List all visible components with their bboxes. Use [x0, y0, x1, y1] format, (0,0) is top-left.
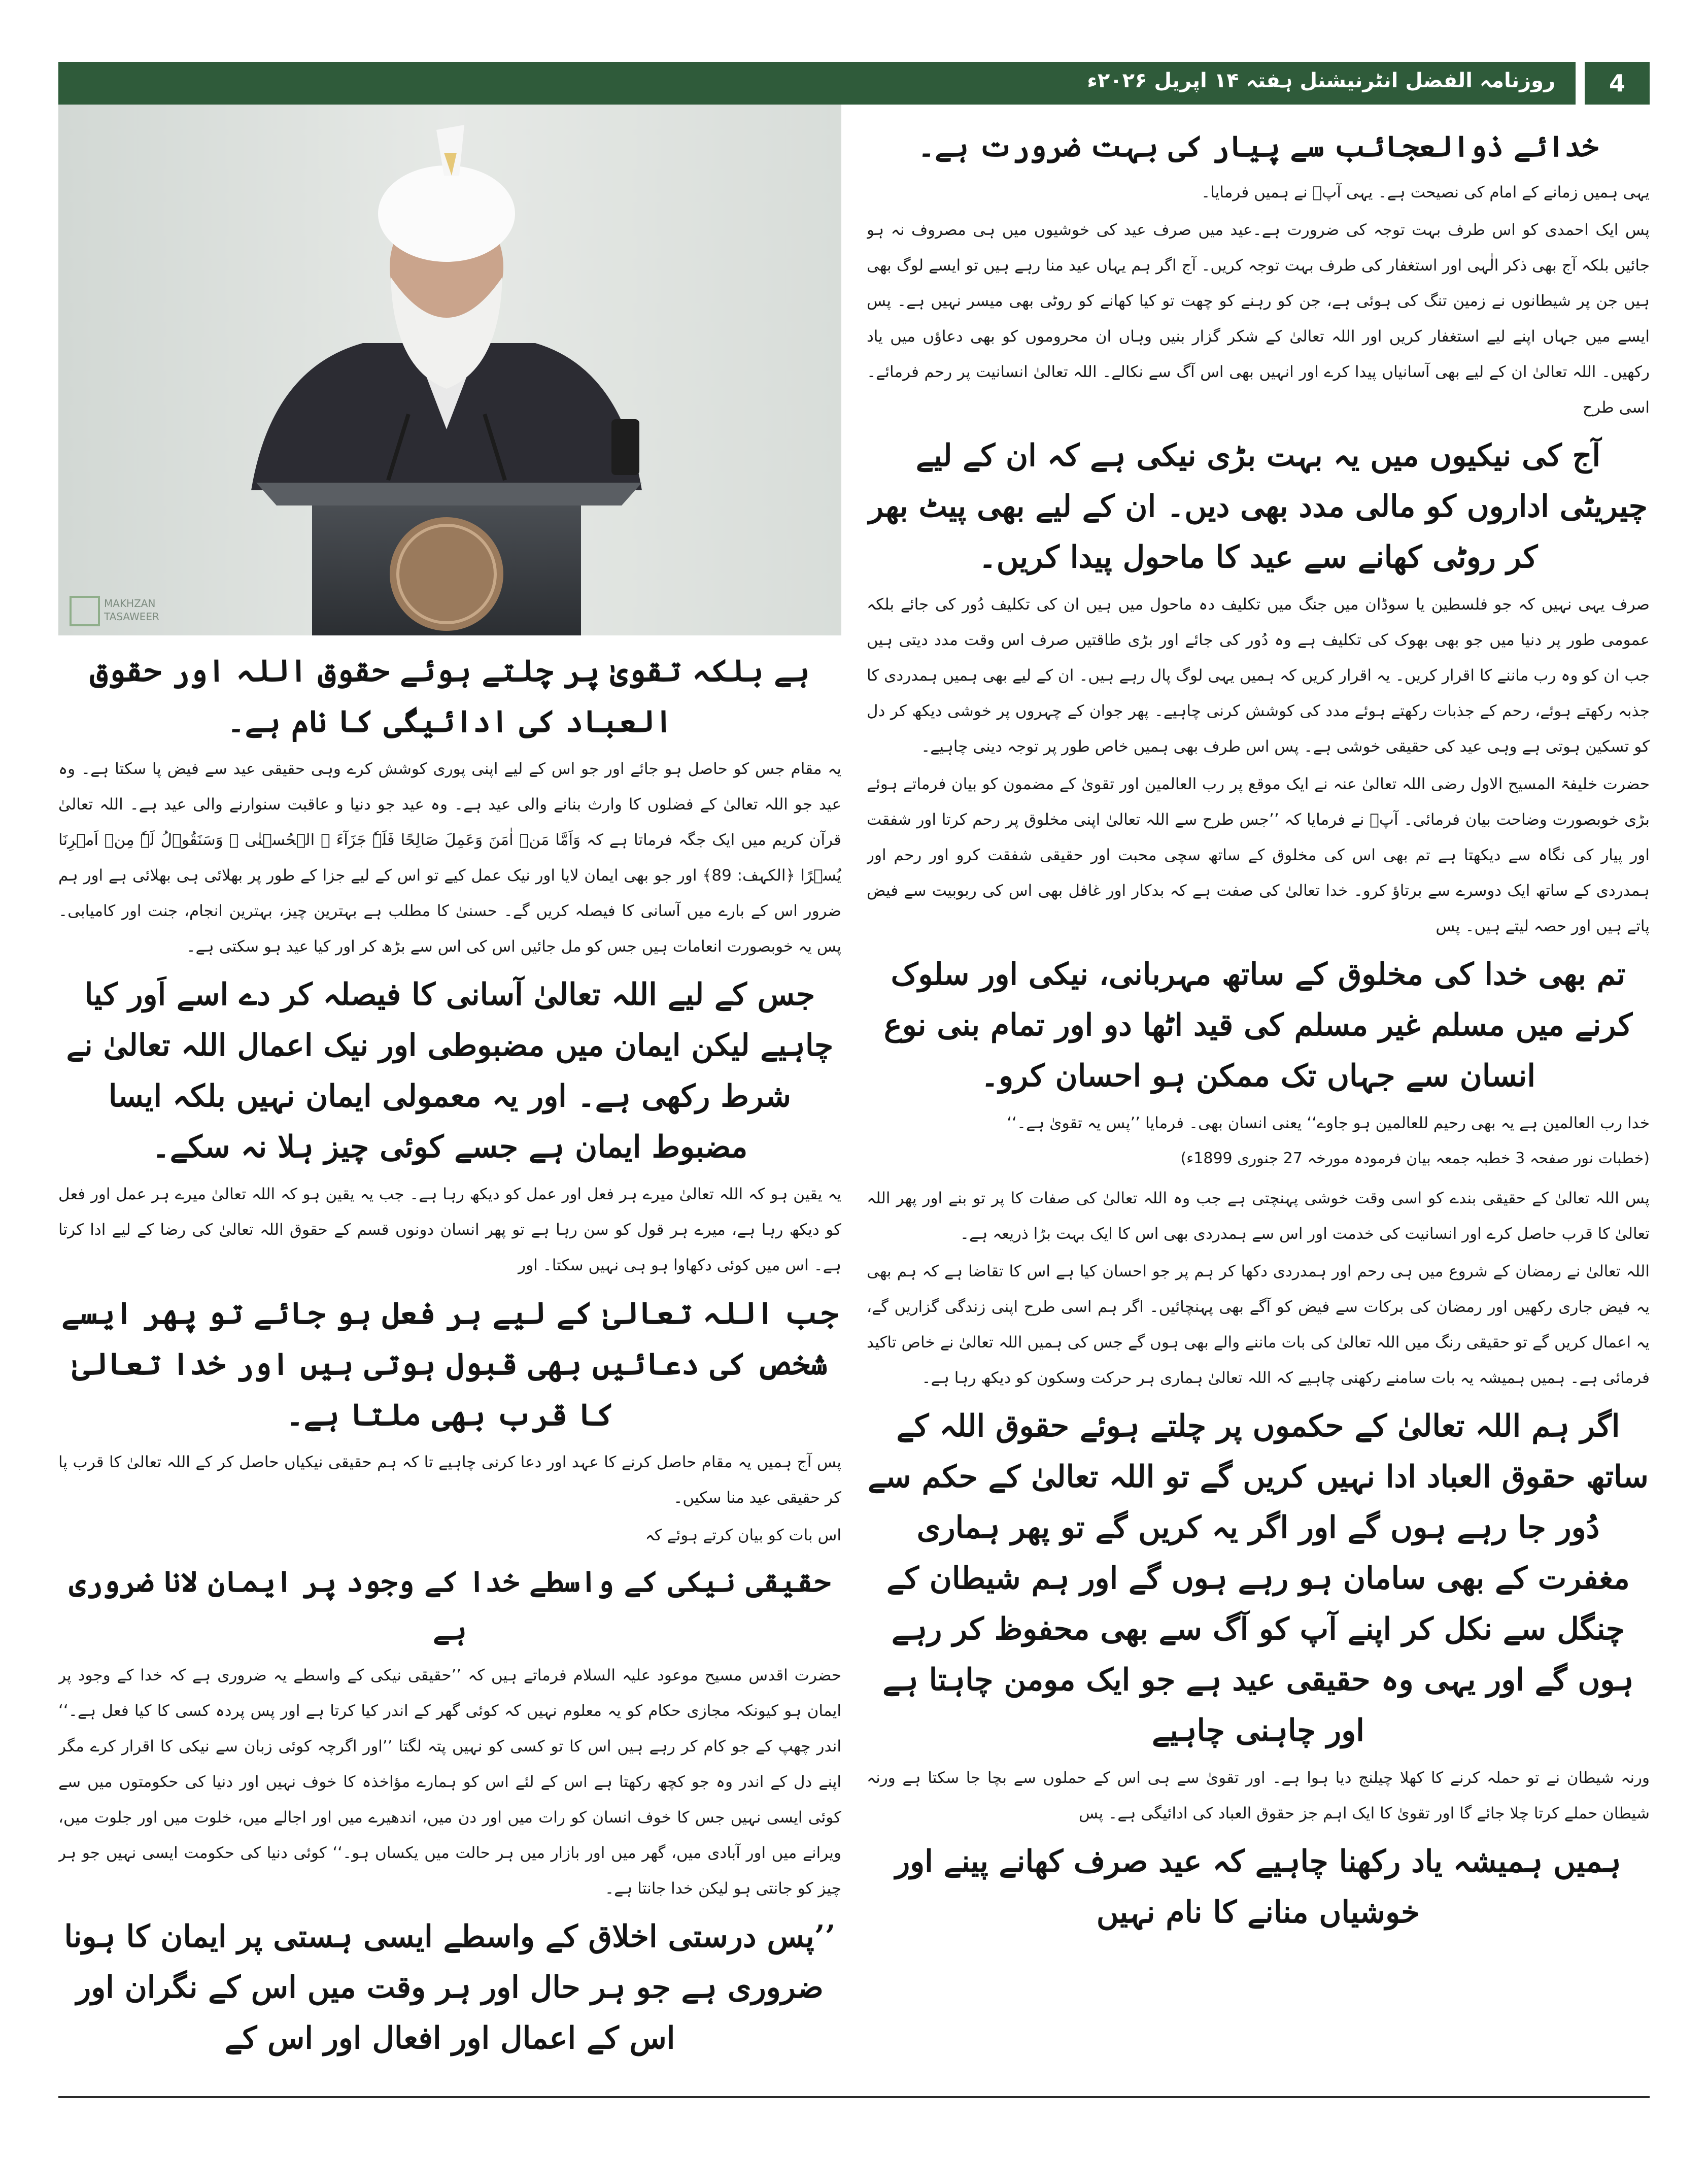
- right-column: [867, 118, 1650, 2077]
- left-paragraph-3: پس آج ہمیں یہ مقام حاصل کرنے کا عہد اور دعا کرنی چاہیے تا کہ ہم حقیقی نیکیاں حاصل کر کے اللہ تعالیٰ کا قرب پا کر حقیقی عید منا سکیں۔: [58, 1453, 841, 1507]
- header-bar: [58, 62, 1576, 105]
- podium-emblem: [390, 517, 503, 631]
- photo-illustration: [58, 105, 841, 635]
- left-heading-4: حقیقی نیکی کے واسطے خدا کے وجود پر ایمان لانا ضروری ہے: [69, 1565, 831, 1646]
- watermark-line2: TASAWEER: [104, 611, 159, 623]
- footer-rule: [58, 2096, 1650, 2098]
- newspaper-title: روزنامہ الفضل انٹرنیشنل ہفتہ ۱۴ اپریل ۲۰۲۶ء: [1087, 69, 1555, 92]
- right-paragraph-4: حضرت خلیفۃ المسیح الاول رضی اللہ تعالیٰ عنہ نے ایک موقع پر رب العالمین اور تقویٰ کے مضمون کو بیان فرماتے ہوئے بڑی خوبصورت وضاحت بیان فرمائی۔ آپؓ نے فرمایا کہ ’’جس طرح سے اللہ تعالیٰ اپنی مخلوق پر رحم کرتا اور شفقت اور پیار کی نگاہ سے دیکھتا ہے تم بھی اس کی مخلوق کے ساتھ سچی محبت اور حقیقی شفقت کرو اور رحم اور ہمدردی کے ساتھ ایک دوسرے سے برتاؤ کرو۔ خدا تعالیٰ کی صفت ہے کہ بدکار اور غافل بھی اس کی ربوبیت سے فیض پاتے ہیں اور حصہ لیتے ہیں۔ پس: [867, 775, 1650, 935]
- right-heading-2: آج کی نیکیوں میں یہ بہت بڑی نیکی ہے کہ ان کے لیے چیریٹی اداروں کو مالی مدد بھی دیں۔ ان کے لیے بھی پیٹ بھر کر روٹی کھانے سے عید کا ماحول پیدا کریں۔: [869, 438, 1648, 575]
- watermark-line1: MAKHZAN: [104, 597, 156, 610]
- podium-top: [256, 483, 642, 505]
- right-paragraph-7: اللہ تعالیٰ نے رمضان کے شروع میں ہی رحم اور ہمدردی دکھا کر ہم پر جو احسان کیا ہے اس کا تقاضا ہے کہ ہم بھی یہ فیض جاری رکھیں اور رمضان کی برکات سے فیض کو آگے بھی پہنچائیں۔ اگر ہم اسی طرح اپنی زندگی گزاریں گے، یہ اعمال کریں گے تو حقیقی رنگ میں اللہ تعالیٰ کی بات ماننے والے بھی ہوں گے جس کی ہمیں اللہ تعالیٰ نے خاص تاکید فرمائی ہے۔ ہمیں ہمیشہ یہ بات سامنے رکھنی چاہیے کہ اللہ تعالیٰ ہماری ہر حرکت وسکون کو دیکھ رہا ہے۔: [867, 1262, 1650, 1387]
- page-header: [58, 62, 1650, 105]
- right-heading-3: تم بھی خدا کی مخلوق کے ساتھ مہربانی، نیکی اور سلوک کرنے میں مسلم غیر مسلم کی قید اٹھا دو اور تمام بنی نوع انسان سے جہاں تک ممکن ہو احسان کرو۔: [883, 957, 1633, 1094]
- right-paragraph-3: صرف یہی نہیں کہ جو فلسطین یا سوڈان میں جنگ میں تکلیف دہ ماحول میں ہیں ان کی تکلیف دُور کی جائے بلکہ عمومی طور پر دنیا میں جو بھی بھوک کی تکلیف ہے وہ دُور کی جائے اور بڑی طاقتیں صرف اس وقت مدد دیتی ہیں جب ان کو وہ رب ماننے کا اقرار کریں۔ یہ اقرار کریں کہ ہمیں یہی لوگ پال رہے ہیں۔ ان کے لیے بھی ہمیں ہمدردی کا جذبہ رکھتے ہوئے، رحم کے جذبات رکھتے ہوئے مدد کی کوشش کرنی چاہیے۔ پھر جوان کے چہروں پر خوشی دیکھ کر دل کو تسکین ہوتی ہے وہی عید کی حقیقی خوشی ہے۔ پس اس طرف بھی ہمیں خاص طور پر توجہ دینی چاہیے۔: [867, 595, 1650, 756]
- left-paragraph-1: یہ مقام جس کو حاصل ہو جائے اور جو اس کے لیے اپنی پوری کوشش کرے وہی حقیقی عید سے فیض پا سکتا ہے۔ وہ عید جو اللہ تعالیٰ کے فضلوں کا وارث بنانے والی عید ہے۔ وہ عید جو دنیا و عاقبت سنوارنے والی عید ہے۔ اللہ تعالیٰ قرآن کریم میں ایک جگہ فرماتا ہے کہ وَاَمَّا مَنۡ اٰمَنَ وَعَمِلَ صَالِحًا فَلَہٗ جَزَآءَ ۣ الۡحُسۡنٰی ۚ وَسَنَقُوۡلُ لَہٗ مِنۡ اَمۡرِنَا یُسۡرًا ﴿الکہف: 89﴾ اور جو بھی ایمان لایا اور نیک عمل کیے تو اس کے لیے جزا کے طور پر بھلائی ہی بھلائی ہے اور ہم ضرور اس کے بارے میں آسانی کا فیصلہ کریں گے۔ حسنیٰ کا مطلب ہے بہترین چیز، بہترین انجام، جنت اور کامیابی۔ پس یہ خوبصورت انعامات ہیں جس کو مل جائیں اس کی اس سے بڑھ کر اور کیا عید ہو سکتی ہے۔: [58, 760, 841, 956]
- right-heading-5: ہمیں ہمیشہ یاد رکھنا چاہیے کہ عید صرف کھانے پینے اور خوشیاں منانے کا نام نہیں: [895, 1844, 1621, 1930]
- left-heading-1: ہے بلکہ تقویٰ پر چلتے ہوئے حقوق اللہ اور حقوق العباد کی ادائیگی کا نام ہے۔: [90, 653, 810, 739]
- left-paragraph-5: حضرت اقدس مسیح موعود علیہ السلام فرماتے ہیں کہ ’’حقیقی نیکی کے واسطے یہ ضروری ہے کہ خدا کے وجود پر ایمان ہو کیونکہ مجازی حکام کو یہ معلوم نہیں کہ کوئی گھر کے اندر کیا کرتا ہے اور پس پردہ کسی کا کیا فعل ہے۔‘‘ اندر چھپ کے جو کام کر رہے ہیں اس کا تو کسی کو نہیں پتہ لگتا ’’اور اگرچہ کوئی زبان سے نیکی کا اقرار کرے مگر اپنے دل کے اندر وہ جو کچھ رکھتا ہے اس کے لئے اس کو ہمارے مؤاخذہ کا خوف نہیں اور دنیا کی حکومتوں میں سے کوئی ایسی نہیں جس کا خوف انسان کو رات میں اور دن میں، اندھیرے میں اور اجالے میں، خلوت میں اور جلوت میں، ویرانے میں اور آبادی میں، گھر میں اور بازار میں ہر حالت میں یکساں ہو۔‘‘ کوئی دنیا کی حکومت ایسی نہیں جو ہر چیز کو جانتی ہو لیکن خدا جانتا ہے۔: [58, 1666, 841, 1898]
- right-paragraph-5: خدا رب العالمین ہے یہ بھی رحیم للعالمین ہو جاوے‘‘ یعنی انسان بھی۔ فرمایا ’’پس یہ تقویٰ ہے۔‘‘: [1007, 1114, 1650, 1132]
- left-paragraph-4: اس بات کو بیان کرتے ہوئے کہ: [645, 1526, 841, 1544]
- page-number: 4: [1585, 62, 1650, 105]
- right-paragraph-8: ورنہ شیطان نے تو حملہ کرنے کا کھلا چیلنج دیا ہوا ہے۔ اور تقویٰ سے ہی اس کے حملوں سے بچا جا سکتا ہے ورنہ شیطان حملے کرتا چلا جائے گا اور تقویٰ کا ایک اہم جز حقوق العباد کی ادائیگی ہے۔ پس: [867, 1769, 1650, 1823]
- left-paragraph-2: یہ یقین ہو کہ اللہ تعالیٰ میرے ہر فعل اور عمل کو دیکھ رہا ہے۔ جب یہ یقین ہو کہ اللہ تعالیٰ میرے ہر عمل اور فعل کو دیکھ رہا ہے، میرے ہر قول کو سن رہا ہے تو پھر انسان دونوں قسم کے حقوق اللہ تعالیٰ کی رضا کے لیے ادا کرتا ہے۔ اس میں کوئی دکھاوا ہو ہی نہیں سکتا۔ اور: [58, 1185, 841, 1274]
- mug: [611, 419, 639, 475]
- left-heading-3: جب اللہ تعالیٰ کے لیے ہر فعل ہو جائے تو پھر ایسے شخص کی دعائیں بھی قبول ہوتی ہیں اور خدا تعالیٰ کا قرب بھی ملتا ہے۔: [61, 1296, 838, 1433]
- right-citation: (خطبات نور صفحہ 3 خطبہ جمعہ بیان فرمودہ مورخہ 27 جنوری 1899ء): [1180, 1150, 1650, 1167]
- right-paragraph-6: پس اللہ تعالیٰ کے حقیقی بندے کو اسی وقت خوشی پہنچتی ہے جب وہ اللہ تعالیٰ کی صفات کا پر تو بنے اور پھر اللہ تعالیٰ کا قرب حاصل کرے اور انسانیت کی خدمت اور اس سے ہمدردی بھی اس کا ایک بہت بڑا ذریعہ ہے۔: [867, 1189, 1650, 1243]
- right-heading-4: اگر ہم اللہ تعالیٰ کے حکموں پر چلتے ہوئے حقوق اللہ کے ساتھ حقوق العباد ادا نہیں کریں گے تو اللہ تعالیٰ کے حکم سے دُور جا رہے ہوں گے اور اگر یہ کریں گے تو پھر ہماری مغفرت کے بھی سامان ہو رہے ہوں گے اور ہم شیطان کے چنگل سے نکل کر اپنے آپ کو آگ سے بھی محفوظ کر رہے ہوں گے اور یہی وہ حقیقی عید ہے جو ایک مومن چاہتا ہے اور چاہنی چاہیے: [868, 1408, 1649, 1748]
- speaker-turban: [378, 165, 515, 262]
- right-heading-1: خدائے ذوالعجائب سے پیار کی بہت ضرورت ہے۔: [917, 129, 1599, 163]
- left-heading-5: ’’پس درستی اخلاق کے واسطے ایسی ہستی پر ایمان کا ہونا ضروری ہے جو ہر حال اور ہر وقت میں اس کے نگران اور اس کے اعمال اور افعال اور اس کے: [64, 1919, 836, 2056]
- photo-speaker-at-podium: [58, 105, 841, 635]
- left-column: [58, 640, 841, 2077]
- left-heading-2: جس کے لیے اللہ تعالیٰ آسانی کا فیصلہ کر دے اسے اَور کیا چاہیے لیکن ایمان میں مضبوطی اور نیک اعمال اللہ تعالیٰ نے شرط رکھی ہے۔ اور یہ معمولی ایمان نہیں بلکہ ایسا مضبوط ایمان ہے جسے کوئی چیز ہلا نہ سکے۔: [66, 977, 834, 1165]
- right-paragraph-2: پس ایک احمدی کو اس طرف بہت توجہ کی ضرورت ہے۔عید میں صرف عید کی خوشیوں میں ہی مصروف نہ ہو جائیں بلکہ آج بھی ذکر الٰہی اور استغفار کی طرف بہت توجہ کریں۔ آج اگر ہم یہاں عید منا رہے ہیں تو ایسے لوگ بھی ہیں جن پر شیطانوں نے زمین تنگ کی ہوئی ہے، جن کو رہنے کو چھت تو کیا کھانے کو روٹی بھی میسر نہیں ہے۔ پس ایسے میں جہاں اپنے لیے استغفار کریں اور اللہ تعالیٰ کے شکر گزار بنیں وہاں ان محروموں کو بھی دعاؤں میں یاد رکھیں۔ اللہ تعالیٰ ان کے لیے بھی آسانیاں پیدا کرے اور انہیں بھی اس آگ سے نکالے۔ اللہ تعالیٰ انسانیت پر رحم فرمائے۔ اسی طرح: [867, 221, 1650, 417]
- right-paragraph-1: یہی ہمیں زمانے کے امام کی نصیحت ہے۔ یہی آپؑ نے ہمیں فرمایا۔: [1201, 183, 1650, 201]
